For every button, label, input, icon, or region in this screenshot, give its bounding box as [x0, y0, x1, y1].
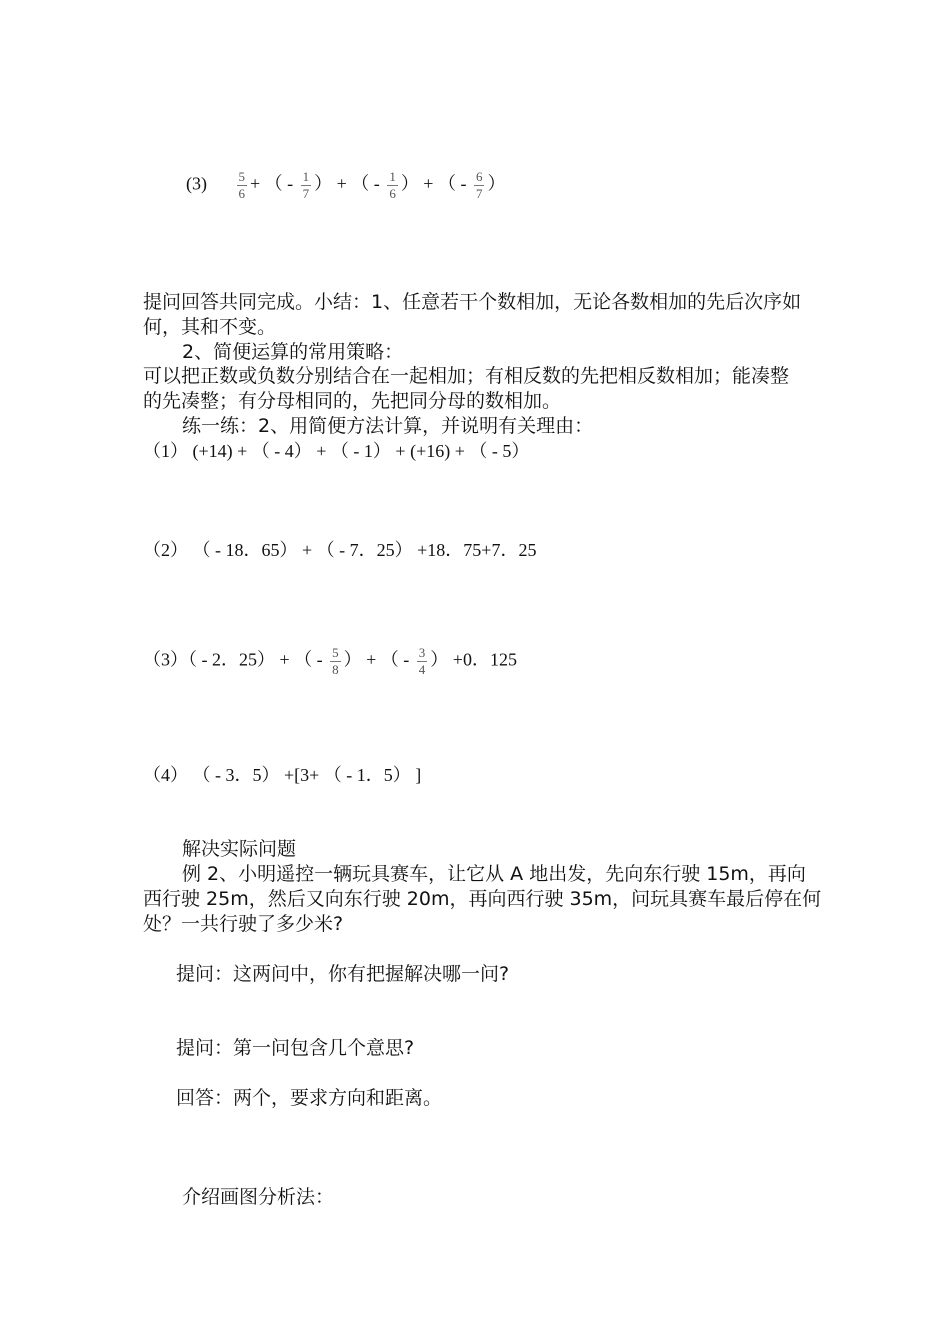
practice-intro: 练一练：2、用简便方法计算，并说明有关理由： [182, 415, 594, 437]
practice-problem-3: （3）（ - 2．25） + （ - $\frac{5}{8}$ ） + （ - $\frac{3}{4}$ ） +0．125 [143, 645, 517, 677]
fraction-3-4: $\frac{3}{4}$ [418, 645, 426, 677]
problem-line-3: 处？一共行驶了多少米? [143, 913, 344, 935]
fraction-1-7: $\frac{1}{7}$ [302, 169, 310, 201]
summary-line-1: 提问回答共同完成。小结：1、任意若干个数相加，无论各数相加的先后次序如 [143, 291, 802, 313]
problem-line-2: 西行驶 25m，然后又向东行驶 20m，再向西行驶 35m，问玩具赛车最后停在何 [143, 888, 822, 910]
practice-problem-2: （2） （ - 18．65） + （ - 7．25） +18．75+7．25 [143, 540, 537, 560]
problem-heading: 解决实际问题 [182, 838, 297, 860]
practice-problem-4: （4） （ - 3．5） +[3+ （ - 1．5） ] [143, 765, 422, 785]
fraction-5-6: $\frac{5}{6}$ [238, 169, 245, 201]
method-intro: 介绍画图分析法： [182, 1186, 335, 1208]
exercise-3-number: (3) [186, 173, 207, 194]
summary-line-5: 的先凑整；有分母相同的，先把同分母的数相加。 [143, 390, 562, 412]
fraction-6-7: $\frac{6}{7}$ [475, 169, 483, 201]
question-2: 提问：第一问包含几个意思? [176, 1037, 415, 1059]
fraction-1-6: $\frac{1}{6}$ [389, 169, 396, 201]
exercise-3-expression: (3) $\frac{5}{6}$ + （ - $\frac{1}{7}$ ） + （ - $\frac{1}{6}$ ） + （ - $\frac{6}{7}$ ） [186, 169, 506, 201]
problem-line-1: 例 2、小明遥控一辆玩具赛车，让它从 A 地出发，先向东行驶 15m，再向 [182, 863, 806, 885]
fraction-5-8: $\frac{5}{8}$ [332, 645, 339, 677]
answer-1: 回答：两个，要求方向和距离。 [176, 1087, 443, 1109]
summary-line-2: 何，其和不变。 [143, 316, 277, 338]
question-1: 提问：这两问中，你有把握解决哪一问? [176, 963, 510, 985]
practice-problem-1: （1） (+14) + （ - 4） + （ - 1） + (+16) + （ - 5） [143, 441, 530, 461]
summary-line-3: 2、简便运算的常用策略： [182, 341, 404, 363]
summary-line-4: 可以把正数或负数分别结合在一起相加；有相反数的先把相反数相加；能凑整 [143, 365, 790, 387]
